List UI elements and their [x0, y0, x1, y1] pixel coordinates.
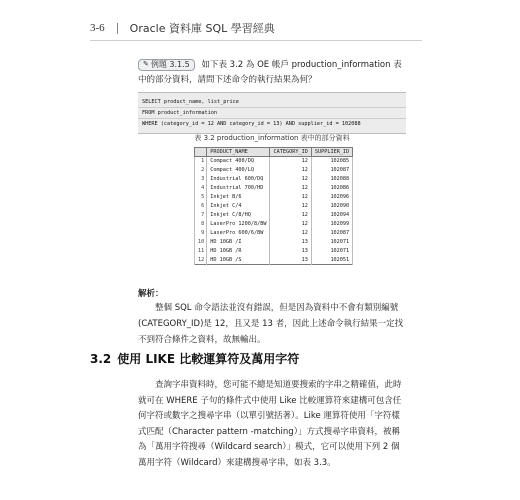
header-divider [117, 23, 118, 34]
book-title: Oracle 資料庫 SQL 學習經典 [129, 22, 275, 35]
supplier-id-cell: 102085 [311, 157, 352, 166]
category-id-cell: 12 [270, 157, 311, 166]
product-name-cell: HD 10GB /R [207, 247, 270, 256]
product-name-cell: Compact 400/LQ [207, 166, 270, 175]
table-row [195, 157, 353, 166]
row-number: 11 [195, 247, 207, 256]
row-number: 2 [195, 166, 207, 175]
row-number: 4 [195, 184, 207, 193]
supplier-id-cell: 102087 [311, 229, 352, 238]
category-id-cell: 13 [270, 238, 311, 247]
code-line: WHERE (category_id = 12 AND category_id = 13) AND supplier_id = 102088 [142, 121, 361, 127]
product-name-cell: LaserPro 600/6/BW [207, 229, 270, 238]
category-id-cell: 13 [270, 247, 311, 256]
column-header: PRODUCT_NAME [207, 148, 270, 157]
section-title: 使用 LIKE 比較運算符及萬用字符 [117, 352, 300, 366]
row-number: 1 [195, 157, 207, 166]
supplier-id-cell: 102099 [311, 220, 352, 229]
analysis-label: 解析： [138, 289, 164, 299]
category-id-cell: 12 [270, 220, 311, 229]
category-id-cell: 12 [270, 229, 311, 238]
product-name-cell: Industrial 600/DQ [207, 175, 270, 184]
table-row [195, 175, 353, 184]
category-id-cell: 13 [270, 256, 311, 265]
running-header [90, 20, 275, 36]
row-number: 9 [195, 229, 207, 238]
table-row [195, 184, 353, 193]
row-number: 12 [195, 256, 207, 265]
section-heading [90, 350, 299, 367]
body-paragraph: 查詢字串資料時，您可能不總是知道要搜索的字串之精確值，此時就可在 WHERE 子句的條件式中使用 Like 比較運算符來建構可包含任何字符或數字之搜尋字串（以單引號括著）。Like 運算符使用「字符樣式匹配（Character pattern -matching）」方式搜尋字串資料，被稱為「萬用字符搜尋（Wildcard search）」模式，它可以使用下列 2 個萬用字符（Wildcard）來建構搜尋字串，如表 3.3。 [138, 380, 402, 468]
table-row [195, 193, 353, 202]
supplier-id-cell: 102088 [311, 175, 352, 184]
table-row [195, 166, 353, 175]
category-id-cell: 12 [270, 184, 311, 193]
table-row [195, 256, 353, 265]
table-header-row [195, 148, 353, 157]
product-name-cell: LaserPro 1200/8/BW [207, 220, 270, 229]
column-header: SUPPLIER_ID [311, 148, 352, 157]
row-number-header [195, 148, 207, 157]
product-name-cell: Inkjet C/8/HQ [207, 211, 270, 220]
table-row [195, 247, 353, 256]
product-table [194, 147, 353, 265]
category-id-cell: 12 [270, 211, 311, 220]
code-line: SELECT product_name, list_price [142, 99, 239, 105]
table-row [195, 238, 353, 247]
product-name-cell: Compact 400/DQ [207, 157, 270, 166]
section-number: 3.2 [90, 352, 112, 366]
table-row [195, 202, 353, 211]
row-number: 10 [195, 238, 207, 247]
supplier-id-cell: 102087 [311, 166, 352, 175]
supplier-id-cell: 102071 [311, 247, 352, 256]
code-line: FROM product_information [142, 110, 217, 116]
table-row [195, 220, 353, 229]
product-name-cell: HD 10GB /S [207, 256, 270, 265]
analysis-text: 整個 SQL 命令語法並沒有錯誤，但是因為資料中不會有類別編號 (CATEGORY_ID)是 12，且又是 13 者，因此上述命令執行結果一定找不到符合條件之資料，故無輸出。 [138, 303, 404, 345]
product-name-cell: Inkjet C/4 [207, 202, 270, 211]
row-number: 5 [195, 193, 207, 202]
page-number: 3-6 [90, 22, 105, 34]
example-badge [138, 59, 195, 71]
header-rule [90, 40, 422, 41]
pencil-icon: ✎ [143, 60, 149, 68]
table-row [195, 229, 353, 238]
example-question-text: 如下表 3.2 為 OE 帳戶 production_information 表中的部分資料，請問下述命令的執行結果為何？ [138, 60, 402, 85]
category-id-cell: 12 [270, 166, 311, 175]
sql-code-block [138, 92, 406, 134]
table-caption: 表 3.2 production_information 表中的部分資料 [194, 134, 350, 142]
product-name-cell: Industrial 700/HD [207, 184, 270, 193]
row-number: 7 [195, 211, 207, 220]
supplier-id-cell: 102071 [311, 238, 352, 247]
column-header: CATEGORY_ID [270, 148, 311, 157]
example-badge-label: 例題 3.1.5 [150, 60, 190, 69]
product-name-cell: Inkjet B/6 [207, 193, 270, 202]
category-id-cell: 12 [270, 202, 311, 211]
product-name-cell: HD 10GB /I [207, 238, 270, 247]
supplier-id-cell: 102086 [311, 184, 352, 193]
supplier-id-cell: 102090 [311, 202, 352, 211]
category-id-cell: 12 [270, 175, 311, 184]
row-number: 6 [195, 202, 207, 211]
supplier-id-cell: 102096 [311, 193, 352, 202]
category-id-cell: 12 [270, 193, 311, 202]
example-question [138, 58, 406, 88]
supplier-id-cell: 102094 [311, 211, 352, 220]
row-number: 3 [195, 175, 207, 184]
supplier-id-cell: 102051 [311, 256, 352, 265]
table-row [195, 211, 353, 220]
row-number: 8 [195, 220, 207, 229]
